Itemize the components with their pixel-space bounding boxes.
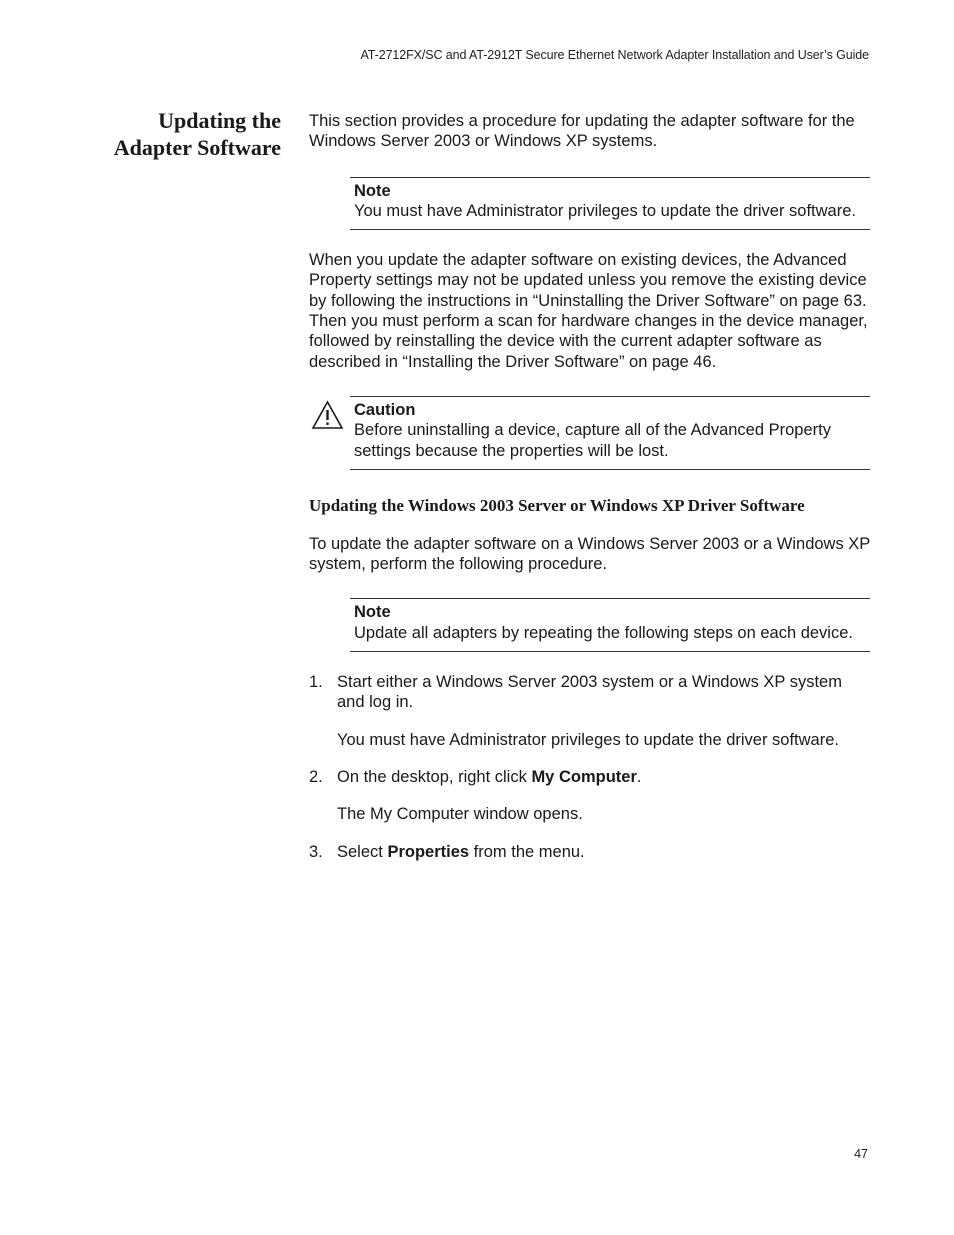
caution-box (350, 396, 870, 470)
step-text-after: from the menu. (469, 842, 585, 861)
step-number: 3. (309, 842, 323, 861)
note-heading-2: Note (354, 603, 391, 622)
subsection-intro: To update the adapter software on a Windows Server 2003 or a Windows XP system, perform the following procedure. (309, 534, 871, 574)
warning-triangle-icon (311, 400, 344, 430)
step-text-before: On the desktop, right click (337, 767, 532, 786)
note-box (350, 177, 870, 231)
step-1 (309, 672, 870, 750)
running-header: AT-2712FX/SC and AT-2912T Secure Ethernet Network Adapter Installation and User’s Guide (360, 48, 869, 62)
step-text (337, 767, 870, 787)
step-note: You must have Administrator privileges to update the driver software. (337, 730, 839, 749)
subsection-heading: Updating the Windows 2003 Server or Windows XP Driver Software (309, 495, 805, 515)
section-title (60, 107, 281, 161)
step-note: The My Computer window opens. (337, 805, 583, 824)
note-text-2: Update all adapters by repeating the following steps on each device. (354, 623, 853, 642)
step-number: 2. (309, 767, 323, 786)
step-text: Start either a Windows Server 2003 system or a Windows XP system and log in. (337, 673, 842, 712)
step-text-after: . (636, 767, 642, 786)
step-3 (309, 842, 870, 862)
note-box-2 (350, 598, 870, 652)
note-heading: Note (354, 181, 391, 200)
caution-text: Before uninstalling a device, capture all of the Advanced Property settings because the properties will be lost. (354, 421, 831, 460)
note-text: You must have Administrator privileges to update the driver software. (354, 201, 856, 220)
section-title-line2: Adapter Software (113, 135, 281, 160)
step-text (337, 842, 870, 862)
procedure-steps (309, 672, 870, 862)
step-2 (309, 767, 870, 825)
step-bold-term: Properties (387, 842, 470, 861)
caution-heading: Caution (354, 400, 416, 419)
section-title-line1: Updating the (158, 108, 281, 133)
caution-block (309, 396, 870, 470)
page-number: 47 (854, 1147, 868, 1161)
step-text-before: Select (337, 842, 388, 861)
step-bold-term: My Computer (531, 767, 637, 786)
intro-paragraph: This section provides a procedure for updating the adapter software for the Windows Server 2003 or Windows XP systems. (309, 112, 855, 151)
step-number: 1. (309, 673, 323, 692)
main-content (309, 111, 870, 862)
body-paragraph: When you update the adapter software on existing devices, the Advanced Property settings may not be updated unless you remove the existing device by following the instructions in “Uninstalling the Driver Software” on page 63. Then you must perform a scan for hardware changes in the device manager, followed by reinstalling the device with the current adapter software as described in “Installing the Driver Software” on page 46. (309, 251, 868, 371)
